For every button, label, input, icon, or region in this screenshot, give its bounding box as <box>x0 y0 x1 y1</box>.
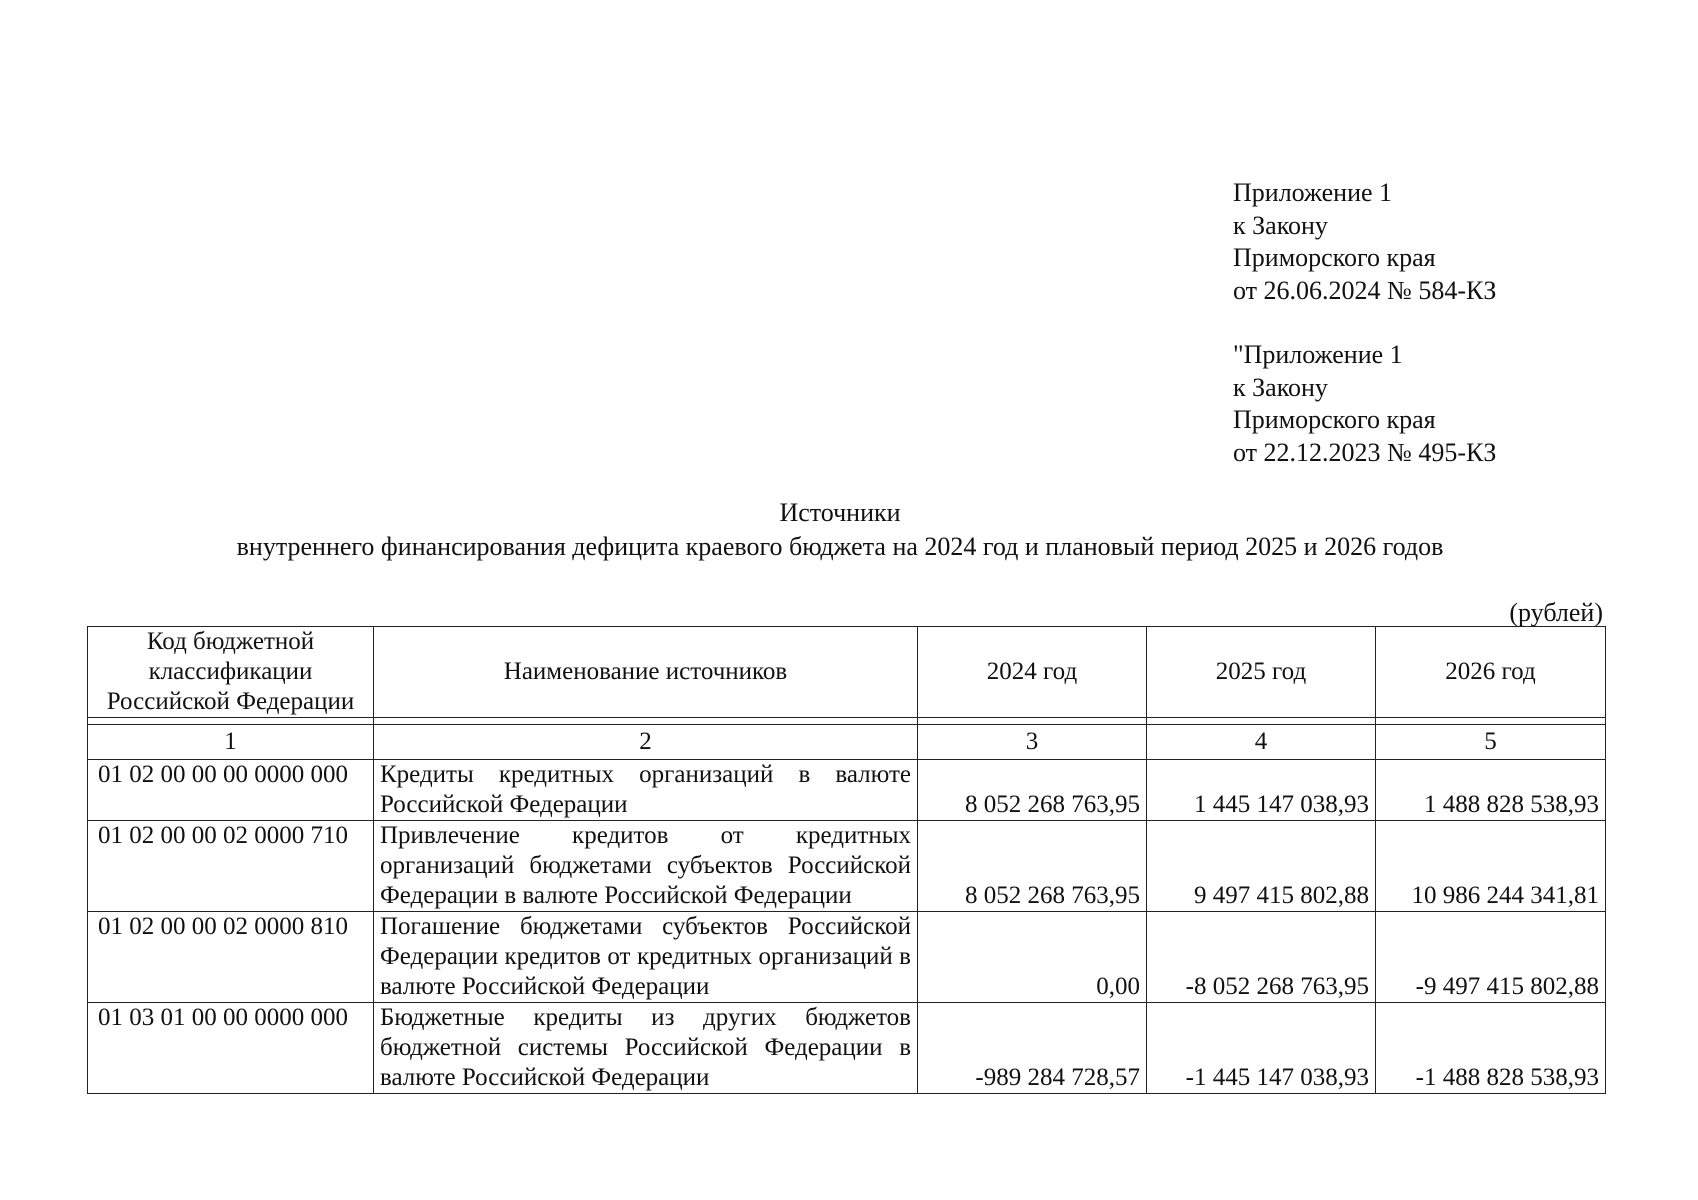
budget-code: 01 03 01 00 00 0000 000 <box>88 1003 374 1094</box>
table-row <box>88 912 1606 1003</box>
amount-2026: -1 488 828 538,93 <box>1376 1003 1606 1094</box>
annex-line: Приморского края <box>1233 405 1436 434</box>
source-name: Кредиты кредитных организаций в валюте Российской Федерации <box>374 760 918 821</box>
document-title: Источники <box>779 498 901 527</box>
annex-reference-current <box>1233 177 1496 307</box>
table-row <box>88 1003 1606 1094</box>
header-2026: 2026 год <box>1376 627 1606 718</box>
column-number: 5 <box>1376 725 1606 760</box>
column-number: 1 <box>88 725 374 760</box>
annex-line: к Закону <box>1233 372 1328 402</box>
amount-2025: -8 052 268 763,95 <box>1147 912 1376 1003</box>
amount-2025: 1 445 147 038,93 <box>1147 760 1376 821</box>
amount-2026: 10 986 244 341,81 <box>1376 821 1606 912</box>
table-header-row <box>88 627 1606 718</box>
financing-sources-table <box>87 626 1606 1094</box>
table-row <box>88 821 1606 912</box>
budget-code: 01 02 00 00 02 0000 810 <box>88 912 374 1003</box>
column-number-row <box>88 725 1606 760</box>
amount-2026: -9 497 415 802,88 <box>1376 912 1606 1003</box>
source-name: Бюджетные кредиты из других бюджетов бюджетной системы Российской Федерации в валюте Российской Федерации <box>374 1003 918 1094</box>
document-subtitle: внутреннего финансирования дефицита краевого бюджета на 2024 год и плановый период 2025 и 2026 годов <box>236 532 1444 561</box>
annex-line: Приложение 1 <box>1233 178 1393 207</box>
amount-2025: -1 445 147 038,93 <box>1147 1003 1376 1094</box>
annex-line: от 22.12.2023 № 495-КЗ <box>1233 437 1497 467</box>
source-name: Погашение бюджетами субъектов Российской Федерации кредитов от кредитных организаций в валюте Российской Федерации <box>374 912 918 1003</box>
annex-reference-original <box>1233 339 1496 469</box>
header-code: Код бюджетной классификации Российской Федерации <box>88 627 374 718</box>
header-2024: 2024 год <box>918 627 1147 718</box>
amount-2024: -989 284 728,57 <box>918 1003 1147 1094</box>
column-number: 3 <box>918 725 1147 760</box>
source-name: Привлечение кредитов от кредитных организаций бюджетами субъектов Российской Федерации в валюте Российской Федерации <box>374 821 918 912</box>
amount-2024: 8 052 268 763,95 <box>918 821 1147 912</box>
amount-2024: 0,00 <box>918 912 1147 1003</box>
header-2025: 2025 год <box>1147 627 1376 718</box>
amount-2025: 9 497 415 802,88 <box>1147 821 1376 912</box>
table-row <box>88 760 1606 821</box>
column-number: 4 <box>1147 725 1376 760</box>
amount-2026: 1 488 828 538,93 <box>1376 760 1606 821</box>
annex-line: "Приложение 1 <box>1233 340 1403 369</box>
header-name: Наименование источников <box>374 627 918 718</box>
column-number: 2 <box>374 725 918 760</box>
annex-line: к Закону <box>1233 210 1328 240</box>
header-gap <box>88 718 1606 725</box>
annex-line: от 26.06.2024 № 584-КЗ <box>1233 275 1497 305</box>
unit-label: (рублей) <box>1509 598 1603 627</box>
budget-code: 01 02 00 00 00 0000 000 <box>88 760 374 821</box>
annex-line: Приморского края <box>1233 243 1436 272</box>
amount-2024: 8 052 268 763,95 <box>918 760 1147 821</box>
budget-code: 01 02 00 00 02 0000 710 <box>88 821 374 912</box>
